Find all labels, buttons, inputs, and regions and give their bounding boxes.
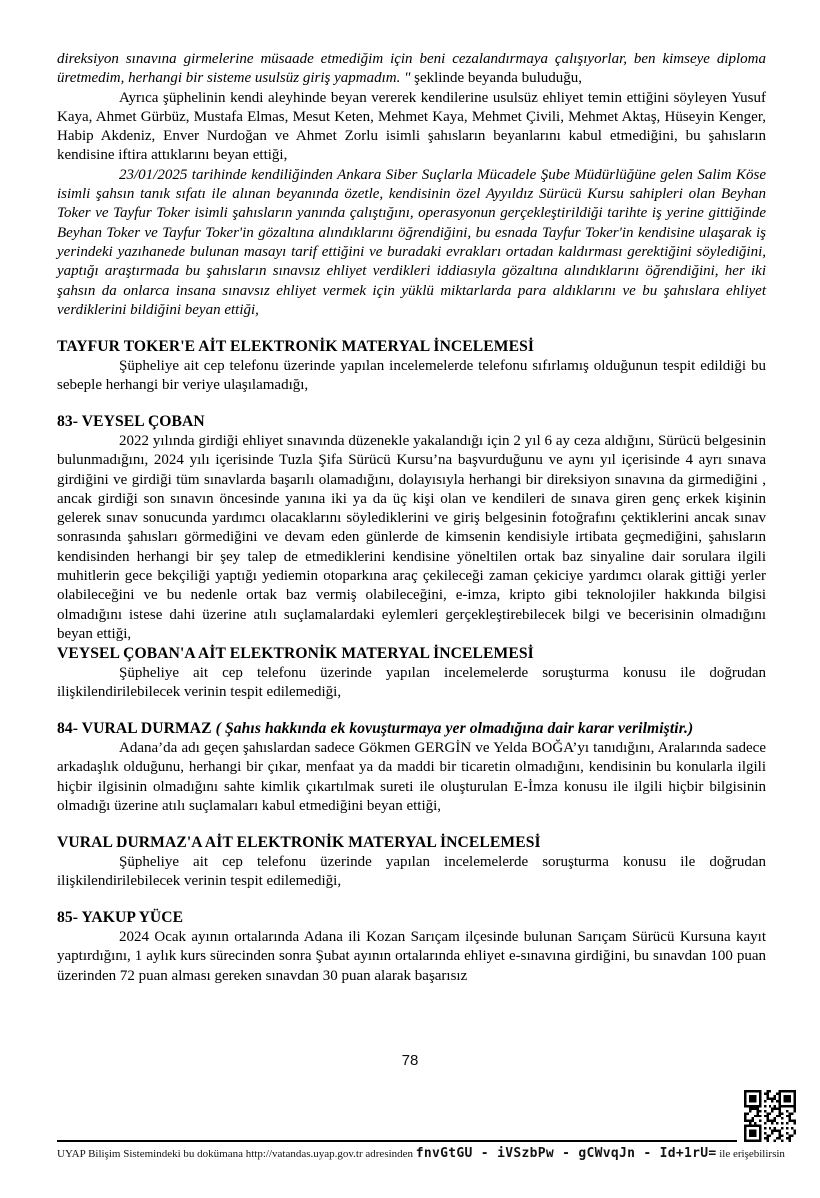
text-run: direksiyon sınavına girmelerine müsaade etmediğim için beni cezalandırmaya çalışıyorlar, ben kimseye diploma üretmedim, herhangi bir sisteme usulsüz giriş yapmadım. " [57, 51, 766, 87]
footer-access-suffix: ile erişebilirsin [716, 1148, 785, 1160]
text-run: ( Şahıs hakkında ek kovuşturmaya yer olmadığına dair karar verilmiştir.) [215, 720, 694, 738]
text-run: Şüpheliye ait cep telefonu üzerinde yapılan incelemelerde soruşturma konusu ile doğrudan ilişkilendirilebilecek verinin tespit edilemediği, [57, 853, 766, 890]
text-run: 85- YAKUP YÜCE [57, 909, 184, 927]
material-finding-paragraph [57, 853, 766, 892]
material-finding-paragraph [57, 664, 766, 703]
text-run: Şüpheliye ait cep telefonu üzerinde yapılan incelemelerde telefonu sıfırlamış olduğunun tespit edildiği bu sebeple herhangi bir veriye ulaşılamadığı, [57, 357, 766, 394]
text-run: Şüpheliye ait cep telefonu üzerinde yapılan incelemelerde soruşturma konusu ile doğrudan ilişkilendirilebilecek verinin tespit edilemediği, [57, 664, 766, 701]
text-run: 2022 yılında girdiği ehliyet sınavında düzenekle yakalandığı için 2 yıl 6 ay ceza aldığını, Sürücü belgesinin bulunmadığını, 2024 yılı içerisinde Tuzla Şifa Sürücü Kursu’na başvurduğunu ve aynı yıl içerisinde 4 ayrı sınava girdiğini ve girdiği tüm sınavlarda başarılı olamadığını, dolayısıyla herhangi bir direksiyon sınavına da girmediğini , ancak girdiği son sınavın öncesinde yanına iki ya da üç kişi olan ve kendileri de sınava giren genç erkek kişinin gelerek sınav sonucunda yardımcı olacaklarını söylediklerini ve giriş belgesinin fotoğrafını çektiklerini ancak sınav sonrasında şahısları görmediğini ve devam eden günlerde de kimsenin kendisiyle irtibata geçmediğini, şahısların kendisinden herhangi bir şey talep de etmediklerini kendisine yöneltilen ortak baz sinyaline dair sorulara ilgili muhitlerin gece bekçiliği yaptığı yediemin otoparkına araç çekileceği zaman çekiciye yardımcı olarak gittiği yerler olabileceğini ve bu nedenle ortak baz vermiş olabileceğini, e-imza, kripto gibi teknolojiler hakkında bilgisi olmadığını istese dahi üzerine atılı suçlamalardaki eylemleri gerçekleştirebilecek bilgi ve becerisinin olmadığını beyan ettiği, [57, 432, 766, 642]
text-run: Adana’da adı geçen şahıslardan sadece Gökmen GERGİN ve Yelda BOĞA’yı tanıdığını, Aralarında sadece arkadaşlık olduğunu, herhangi bir çıkar, menfaat ya da maddi bir ticaretin olmadığını, kendisinin bu konularla ilgili hiçbir ilgisinin olmadığını sahte kimlik çıkartılmak sureti ile oluşturulan E-İmza konusu ile ilgili hiçbir bilgisinin olmadığı üzerine atılı suçlamaları kabul etmediğini beyan ettiği, [57, 739, 766, 814]
text-run: şeklinde beyanda buluduğu, [414, 70, 583, 87]
text-run: VURAL DURMAZ'A AİT ELEKTRONİK MATERYAL İNCELEMESİ [57, 834, 541, 852]
heading-85-yakup-yuce [57, 908, 766, 928]
text-run: 2024 Ocak ayının ortalarında Adana ili Kozan Sarıçam ilçesinde bulunan Sarıçam Sürücü Kursuna kayıt yaptırdığını, 1 aylık kurs sürecinden sonra Şubat ayının ortalarında ehliyet e-sınavına girdiğini, bu sınavdan 100 puan üzerinden 72 puan alması gereken sınavdan 30 puan alarak başarısız [57, 928, 766, 984]
text-run: VEYSEL ÇOBAN'A AİT ELEKTRONİK MATERYAL İNCELEMESİ [57, 645, 534, 663]
statement-paragraph [57, 89, 766, 166]
qr-code [744, 1090, 796, 1142]
qr-code-image [744, 1090, 796, 1142]
heading-83-veysel-coban [57, 412, 766, 432]
continuation-paragraph [57, 50, 766, 89]
page-number: 78 [401, 1052, 419, 1069]
footer-access-note [57, 1146, 785, 1161]
footer-divider [57, 1140, 737, 1142]
verification-code: fnvGtGU - iVSzbPw - gCWvqJn - Id+1rU= [415, 1146, 717, 1161]
heading-vural-durmaz-material [57, 833, 766, 853]
material-finding-paragraph [57, 357, 766, 396]
heading-84-vural-durmaz [57, 719, 766, 739]
suspect-statement-paragraph [57, 739, 766, 816]
heading-veysel-coban-material [57, 644, 766, 664]
document-body [57, 50, 766, 986]
suspect-statement-paragraph [57, 432, 766, 644]
text-run: 23/01/2025 tarihinde kendiliğinden Ankara Siber Suçlarla Mücadele Şube Müdürlüğüne gelen Salim Köse isimli şahsın tanık sıfatı ile alınan beyanında özetle, kendisinin özel Ayyıldız Sürücü Kursu sahipleri olan Beyhan Toker ve Tayfur Toker isimli şahısların yanında çalıştığını, operasyonun gerçekleştirildiği tarihte iş yerine gittiğinde Beyhan Toker ve Tayfur Toker'in gözaltına alındıklarını öğrendiğini, bu esnada Tayfur Toker'in kendisine ulaşarak iş yerindeki yazıhanede bulunan masayı tarif ettiğini ve buradaki evrakları ortadan kaldırması gerektiğini söylediğini, yaptığı araştırmada bu şahısların sınavsız ehliyet verdikleri iddiasıyla gözaltına alındıklarını öğrendiğini, her iki şahsın da onlarca insana sınavsız ehliyet vermek için yüklü miktarlarda para aldıklarını ve bu şahıslara ehliyet verdiklerini bildiğini beyan ettiği, [57, 166, 766, 318]
suspect-statement-paragraph [57, 928, 766, 986]
text-run: 83- VEYSEL ÇOBAN [57, 413, 205, 431]
text-run: Ayrıca şüphelinin kendi aleyhinde beyan vererek kendilerine usulsüz ehliyet temin ettiğini söyleyen Yusuf Kaya, Ahmet Gürbüz, Mustafa Elmas, Mesut Keten, Mehmet Kaya, Mehmet Çivili, Mehmet Aktaş, Hüseyin Kenger, Habip Akdeniz, Enver Nurdoğan ve Ahmet Zorlu isimli şahısların beyanlarını kabul etmediğini, bu şahısların kendisine iftira attıklarını beyan ettiği, [57, 89, 766, 164]
text-run: TAYFUR TOKER'E AİT ELEKTRONİK MATERYAL İNCELEMESİ [57, 338, 535, 356]
text-run: 84- VURAL DURMAZ [57, 720, 216, 738]
footer-access-prefix: UYAP Bilişim Sistemindeki bu dokümana http://vatandas.uyap.gov.tr adresinden [57, 1148, 416, 1160]
witness-statement-paragraph [57, 166, 766, 320]
heading-tayfur-toker-material [57, 337, 766, 357]
